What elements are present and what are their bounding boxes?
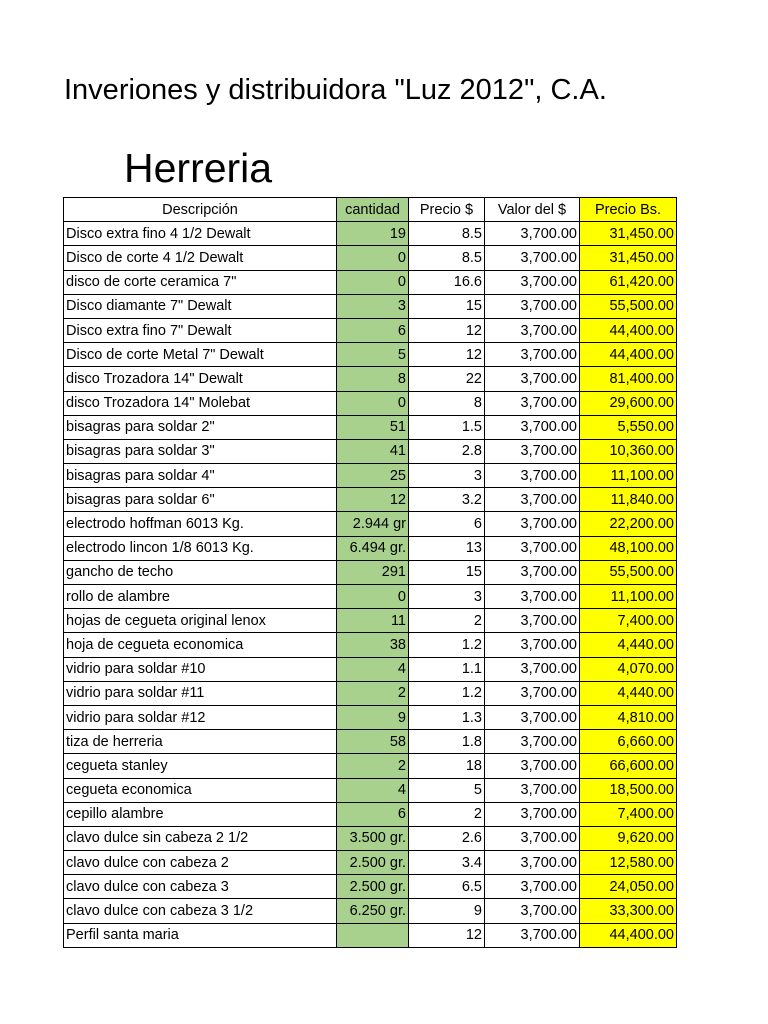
cell-price-usd: 8 — [409, 391, 485, 415]
cell-dollar-rate: 3,700.00 — [485, 318, 580, 342]
header-price-bs: Precio Bs. — [580, 198, 677, 222]
cell-price-bs: 22,200.00 — [580, 512, 677, 536]
cell-dollar-rate: 3,700.00 — [485, 923, 580, 947]
cell-description: clavo dulce con cabeza 3 1/2 — [64, 899, 337, 923]
cell-description: disco Trozadora 14" Molebat — [64, 391, 337, 415]
cell-quantity: 4 — [337, 657, 409, 681]
cell-quantity: 6 — [337, 802, 409, 826]
table-row — [64, 318, 677, 342]
table-row — [64, 851, 677, 875]
cell-quantity: 41 — [337, 439, 409, 463]
cell-quantity: 291 — [337, 560, 409, 584]
cell-price-usd: 2 — [409, 802, 485, 826]
table-row — [64, 633, 677, 657]
cell-description: vidrio para soldar #11 — [64, 681, 337, 705]
cell-price-usd: 1.8 — [409, 730, 485, 754]
cell-price-usd: 9 — [409, 899, 485, 923]
table-row — [64, 585, 677, 609]
table-header-row — [64, 198, 677, 222]
cell-dollar-rate: 3,700.00 — [485, 560, 580, 584]
cell-price-bs: 4,810.00 — [580, 705, 677, 729]
table-row — [64, 609, 677, 633]
cell-quantity: 3 — [337, 294, 409, 318]
cell-description: hoja de cegueta economica — [64, 633, 337, 657]
cell-dollar-rate: 3,700.00 — [485, 464, 580, 488]
cell-dollar-rate: 3,700.00 — [485, 367, 580, 391]
cell-price-bs: 4,440.00 — [580, 681, 677, 705]
cell-price-bs: 44,400.00 — [580, 318, 677, 342]
cell-price-usd: 13 — [409, 536, 485, 560]
table-row — [64, 778, 677, 802]
cell-dollar-rate: 3,700.00 — [485, 270, 580, 294]
cell-price-bs: 7,400.00 — [580, 802, 677, 826]
cell-dollar-rate: 3,700.00 — [485, 657, 580, 681]
cell-price-bs: 48,100.00 — [580, 536, 677, 560]
cell-price-bs: 61,420.00 — [580, 270, 677, 294]
cell-dollar-rate: 3,700.00 — [485, 754, 580, 778]
cell-quantity: 3.500 gr. — [337, 826, 409, 850]
cell-price-bs: 10,360.00 — [580, 439, 677, 463]
cell-price-bs: 6,660.00 — [580, 730, 677, 754]
table-row — [64, 415, 677, 439]
table-row — [64, 826, 677, 850]
cell-price-usd: 1.3 — [409, 705, 485, 729]
table-row — [64, 681, 677, 705]
cell-dollar-rate: 3,700.00 — [485, 705, 580, 729]
cell-quantity: 12 — [337, 488, 409, 512]
cell-description: rollo de alambre — [64, 585, 337, 609]
cell-quantity: 2 — [337, 681, 409, 705]
cell-dollar-rate: 3,700.00 — [485, 222, 580, 246]
cell-description: Perfil santa maria — [64, 923, 337, 947]
cell-price-bs: 31,450.00 — [580, 222, 677, 246]
cell-quantity: 6 — [337, 318, 409, 342]
cell-description: bisagras para soldar 2" — [64, 415, 337, 439]
cell-price-usd: 6 — [409, 512, 485, 536]
cell-price-bs: 5,550.00 — [580, 415, 677, 439]
cell-quantity: 38 — [337, 633, 409, 657]
cell-dollar-rate: 3,700.00 — [485, 681, 580, 705]
cell-price-usd: 2.6 — [409, 826, 485, 850]
cell-quantity: 0 — [337, 270, 409, 294]
cell-price-usd: 1.2 — [409, 681, 485, 705]
cell-description: cepillo alambre — [64, 802, 337, 826]
table-row — [64, 488, 677, 512]
table-row — [64, 294, 677, 318]
table-row — [64, 754, 677, 778]
cell-price-usd: 3.2 — [409, 488, 485, 512]
cell-price-usd: 3.4 — [409, 851, 485, 875]
cell-dollar-rate: 3,700.00 — [485, 851, 580, 875]
cell-description: clavo dulce con cabeza 3 — [64, 875, 337, 899]
table-row — [64, 512, 677, 536]
cell-dollar-rate: 3,700.00 — [485, 294, 580, 318]
cell-quantity: 2.500 gr. — [337, 875, 409, 899]
cell-dollar-rate: 3,700.00 — [485, 488, 580, 512]
table-row — [64, 246, 677, 270]
cell-price-bs: 29,600.00 — [580, 391, 677, 415]
cell-price-bs: 31,450.00 — [580, 246, 677, 270]
cell-quantity: 8 — [337, 367, 409, 391]
table-row — [64, 464, 677, 488]
cell-description: clavo dulce sin cabeza 2 1/2 — [64, 826, 337, 850]
cell-price-bs: 55,500.00 — [580, 294, 677, 318]
cell-quantity — [337, 923, 409, 947]
cell-price-usd: 1.5 — [409, 415, 485, 439]
cell-price-usd: 1.2 — [409, 633, 485, 657]
cell-description: Disco diamante 7" Dewalt — [64, 294, 337, 318]
cell-dollar-rate: 3,700.00 — [485, 633, 580, 657]
cell-price-usd: 8.5 — [409, 246, 485, 270]
cell-quantity: 19 — [337, 222, 409, 246]
cell-price-usd: 16.6 — [409, 270, 485, 294]
cell-price-bs: 4,070.00 — [580, 657, 677, 681]
cell-price-bs: 81,400.00 — [580, 367, 677, 391]
cell-dollar-rate: 3,700.00 — [485, 415, 580, 439]
cell-price-usd: 8.5 — [409, 222, 485, 246]
cell-dollar-rate: 3,700.00 — [485, 512, 580, 536]
cell-dollar-rate: 3,700.00 — [485, 802, 580, 826]
cell-description: electrodo lincon 1/8 6013 Kg. — [64, 536, 337, 560]
header-quantity: cantidad — [337, 198, 409, 222]
cell-price-usd: 1.1 — [409, 657, 485, 681]
table-row — [64, 705, 677, 729]
cell-quantity: 25 — [337, 464, 409, 488]
cell-quantity: 5 — [337, 343, 409, 367]
cell-description: cegueta stanley — [64, 754, 337, 778]
cell-dollar-rate: 3,700.00 — [485, 585, 580, 609]
cell-dollar-rate: 3,700.00 — [485, 609, 580, 633]
cell-dollar-rate: 3,700.00 — [485, 391, 580, 415]
cell-price-bs: 44,400.00 — [580, 343, 677, 367]
cell-quantity: 2.944 gr — [337, 512, 409, 536]
cell-price-bs: 7,400.00 — [580, 609, 677, 633]
cell-price-usd: 2 — [409, 609, 485, 633]
cell-quantity: 0 — [337, 391, 409, 415]
cell-dollar-rate: 3,700.00 — [485, 899, 580, 923]
cell-dollar-rate: 3,700.00 — [485, 246, 580, 270]
cell-description: cegueta economica — [64, 778, 337, 802]
cell-price-bs: 44,400.00 — [580, 923, 677, 947]
cell-dollar-rate: 3,700.00 — [485, 875, 580, 899]
cell-quantity: 58 — [337, 730, 409, 754]
cell-quantity: 0 — [337, 585, 409, 609]
cell-price-bs: 12,580.00 — [580, 851, 677, 875]
table-row — [64, 923, 677, 947]
cell-price-bs: 11,840.00 — [580, 488, 677, 512]
table-row — [64, 730, 677, 754]
table-row — [64, 875, 677, 899]
cell-quantity: 2 — [337, 754, 409, 778]
cell-quantity: 51 — [337, 415, 409, 439]
table-row — [64, 657, 677, 681]
cell-description: bisagras para soldar 6" — [64, 488, 337, 512]
cell-price-bs: 18,500.00 — [580, 778, 677, 802]
cell-quantity: 2.500 gr. — [337, 851, 409, 875]
cell-price-bs: 11,100.00 — [580, 585, 677, 609]
table-row — [64, 343, 677, 367]
cell-price-usd: 12 — [409, 343, 485, 367]
cell-price-usd: 3 — [409, 464, 485, 488]
header-description: Descripción — [64, 198, 337, 222]
header-dollar-rate: Valor del $ — [485, 198, 580, 222]
cell-description: vidrio para soldar #10 — [64, 657, 337, 681]
company-title: Inveriones y distribuidora "Luz 2012", C.A. — [64, 74, 607, 106]
table-row — [64, 802, 677, 826]
table-row — [64, 899, 677, 923]
cell-price-bs: 9,620.00 — [580, 826, 677, 850]
cell-price-usd: 2.8 — [409, 439, 485, 463]
header-price-usd: Precio $ — [409, 198, 485, 222]
table-row — [64, 536, 677, 560]
cell-description: hojas de cegueta original lenox — [64, 609, 337, 633]
cell-description: Disco extra fino 7" Dewalt — [64, 318, 337, 342]
cell-description: disco de corte ceramica 7" — [64, 270, 337, 294]
cell-quantity: 6.250 gr. — [337, 899, 409, 923]
cell-description: Disco de corte Metal 7" Dewalt — [64, 343, 337, 367]
cell-quantity: 11 — [337, 609, 409, 633]
cell-price-bs: 24,050.00 — [580, 875, 677, 899]
cell-dollar-rate: 3,700.00 — [485, 826, 580, 850]
cell-price-bs: 11,100.00 — [580, 464, 677, 488]
cell-price-bs: 33,300.00 — [580, 899, 677, 923]
cell-quantity: 9 — [337, 705, 409, 729]
cell-dollar-rate: 3,700.00 — [485, 536, 580, 560]
cell-price-usd: 3 — [409, 585, 485, 609]
cell-quantity: 0 — [337, 246, 409, 270]
cell-dollar-rate: 3,700.00 — [485, 343, 580, 367]
cell-price-bs: 55,500.00 — [580, 560, 677, 584]
cell-price-usd: 22 — [409, 367, 485, 391]
cell-price-usd: 5 — [409, 778, 485, 802]
cell-dollar-rate: 3,700.00 — [485, 778, 580, 802]
cell-price-usd: 15 — [409, 560, 485, 584]
section-title: Herreria — [124, 145, 273, 191]
cell-description: Disco extra fino 4 1/2 Dewalt — [64, 222, 337, 246]
cell-price-usd: 6.5 — [409, 875, 485, 899]
cell-description: bisagras para soldar 3" — [64, 439, 337, 463]
cell-dollar-rate: 3,700.00 — [485, 439, 580, 463]
price-table — [63, 197, 677, 948]
cell-description: clavo dulce con cabeza 2 — [64, 851, 337, 875]
table-row — [64, 560, 677, 584]
cell-quantity: 4 — [337, 778, 409, 802]
cell-price-usd: 12 — [409, 318, 485, 342]
cell-description: Disco de corte 4 1/2 Dewalt — [64, 246, 337, 270]
cell-price-bs: 66,600.00 — [580, 754, 677, 778]
cell-dollar-rate: 3,700.00 — [485, 730, 580, 754]
cell-description: disco Trozadora 14" Dewalt — [64, 367, 337, 391]
cell-price-usd: 12 — [409, 923, 485, 947]
table-row — [64, 367, 677, 391]
table-row — [64, 391, 677, 415]
cell-description: electrodo hoffman 6013 Kg. — [64, 512, 337, 536]
cell-price-bs: 4,440.00 — [580, 633, 677, 657]
cell-description: vidrio para soldar #12 — [64, 705, 337, 729]
cell-price-usd: 15 — [409, 294, 485, 318]
cell-price-usd: 18 — [409, 754, 485, 778]
table-row — [64, 222, 677, 246]
table-row — [64, 270, 677, 294]
cell-description: bisagras para soldar 4" — [64, 464, 337, 488]
cell-description: tiza de herreria — [64, 730, 337, 754]
table-row — [64, 439, 677, 463]
cell-description: gancho de techo — [64, 560, 337, 584]
cell-quantity: 6.494 gr. — [337, 536, 409, 560]
